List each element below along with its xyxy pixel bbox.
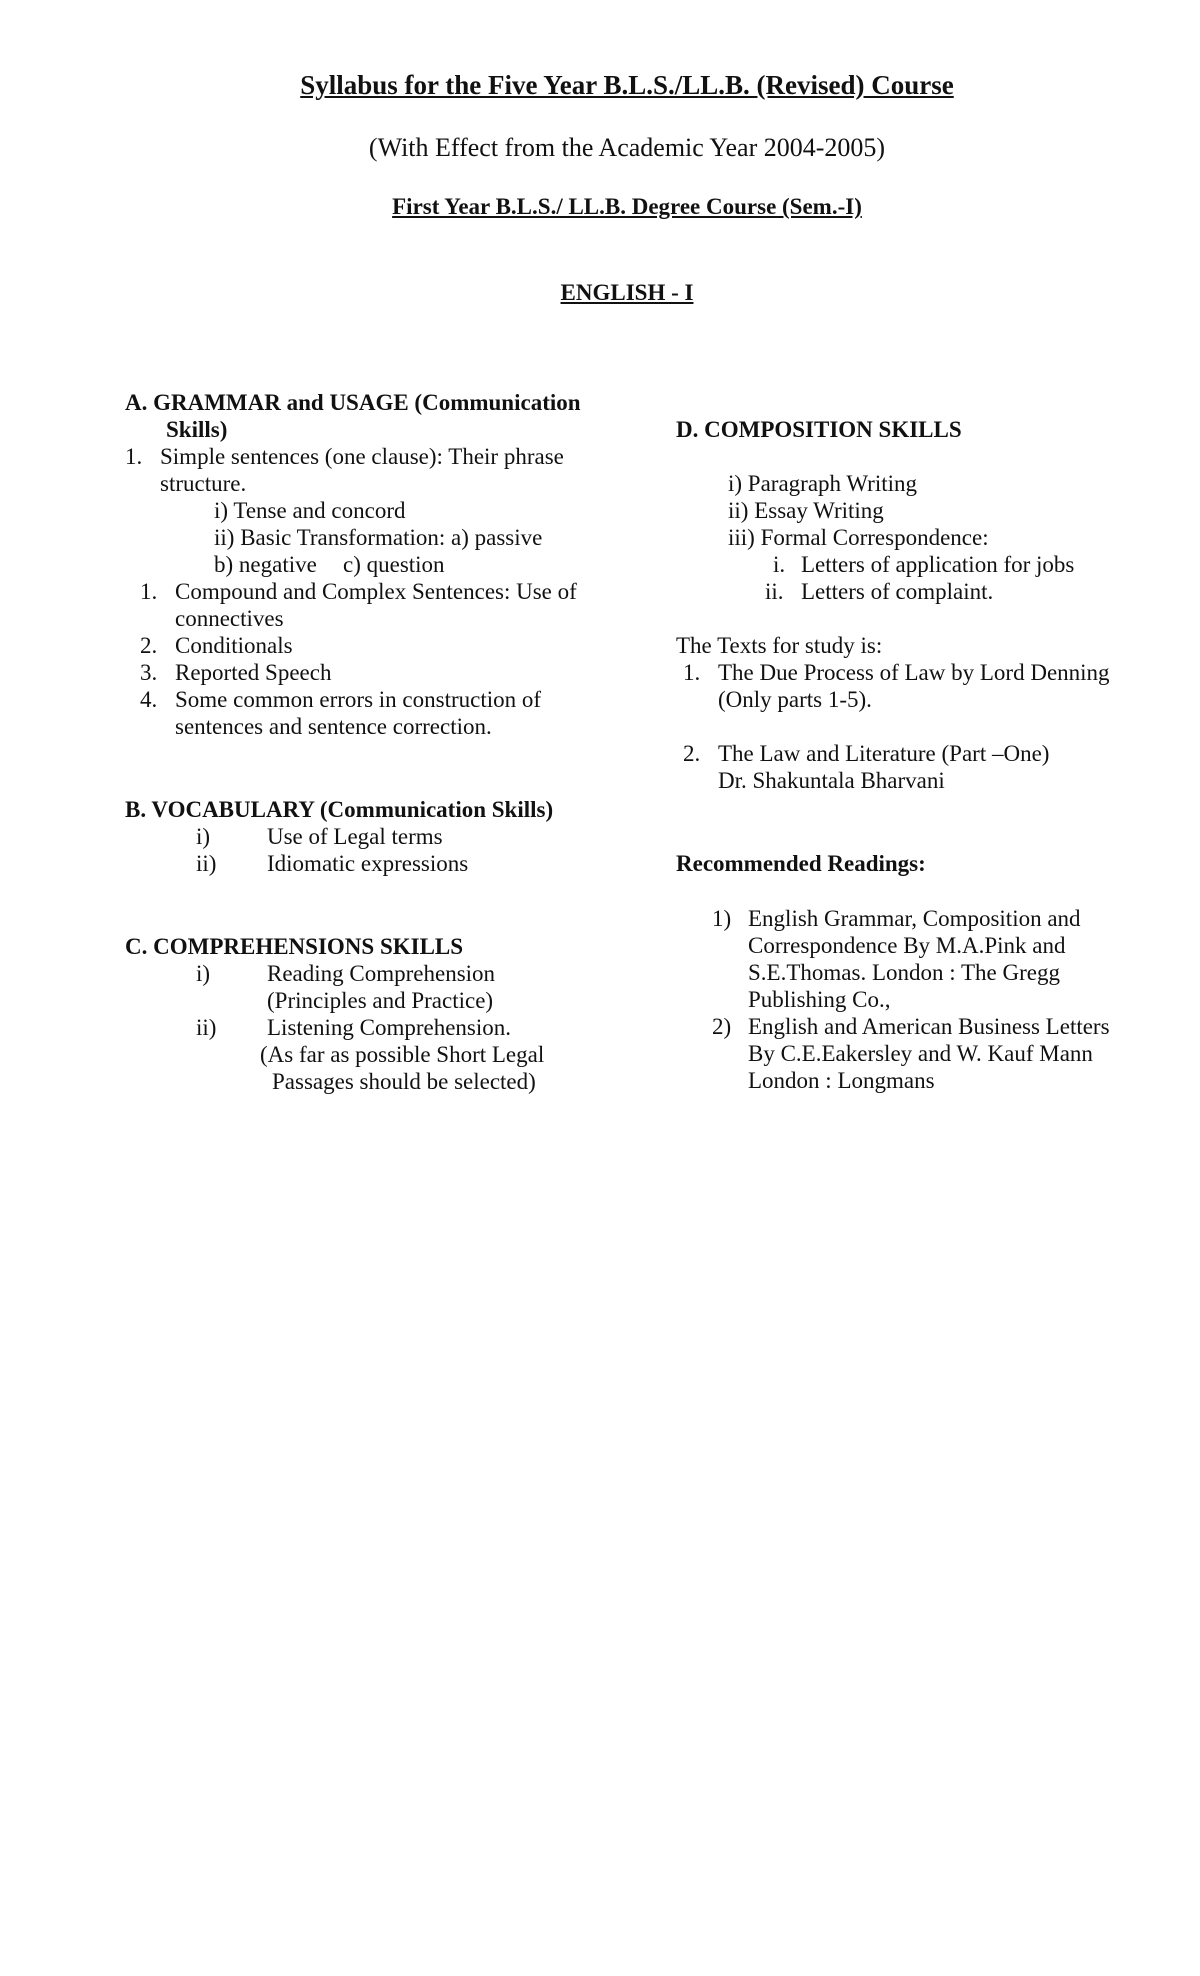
page-subtitle: (With Effect from the Academic Year 2004-2005) (368, 133, 886, 162)
list-item-text: Idiomatic expressions (267, 851, 469, 876)
list-item-text: Dr. Shakuntala Bharvani (718, 768, 945, 793)
list-item-text: English Grammar, Composition and (748, 906, 1081, 931)
section-c-heading: C. COMPREHENSIONS SKILLS (125, 934, 464, 959)
list-item-number: ii) (196, 1015, 217, 1040)
list-item-number: 2) (712, 1014, 732, 1039)
list-item-number: 4. (140, 687, 158, 712)
course-title: First Year B.L.S./ LL.B. Degree Course (Sem.-I) (392, 194, 862, 219)
list-item-number: 1. (125, 444, 143, 469)
list-item-text: By C.E.Eakersley and W. Kauf Mann (748, 1041, 1093, 1066)
list-item-number: 3. (140, 660, 158, 685)
sub-item: i) Paragraph Writing (728, 471, 917, 496)
list-item-text: Some common errors in construction of (175, 687, 542, 712)
list-item-text: English and American Business Letters (748, 1014, 1110, 1039)
list-item-text: London : Longmans (748, 1068, 935, 1093)
section-a-heading-cont: Skills) (166, 417, 228, 442)
list-item-number: i) (196, 824, 211, 849)
list-item-text: structure. (160, 471, 247, 496)
sub-item: c) question (343, 552, 445, 577)
page-title: Syllabus for the Five Year B.L.S./LL.B. (Revised) Course (300, 70, 954, 100)
list-item-text: Listening Comprehension. (267, 1015, 512, 1040)
section-a-heading: A. GRAMMAR and USAGE (Communication (125, 390, 581, 415)
section-d-heading: D. COMPOSITION SKILLS (676, 417, 962, 442)
list-item-number: 1. (683, 660, 701, 685)
list-item-number: 2. (683, 741, 701, 766)
list-item-text: (Principles and Practice) (267, 988, 494, 1013)
list-item-number: ii) (196, 851, 217, 876)
list-item-text: (As far as possible Short Legal (260, 1042, 545, 1067)
sub-item: iii) Formal Correspondence: (728, 525, 989, 550)
list-item-text: (Only parts 1-5). (718, 687, 872, 712)
recommended-heading: Recommended Readings: (676, 851, 926, 876)
list-item-text: Use of Legal terms (267, 824, 443, 849)
section-b-heading: B. VOCABULARY (Communication Skills) (125, 797, 554, 822)
sub-item: ii) Basic Transformation: a) passive (214, 525, 543, 550)
list-item-number: ii. (765, 579, 784, 604)
list-item-text: Compound and Complex Sentences: Use of (175, 579, 577, 604)
list-item-text: Conditionals (175, 633, 293, 658)
list-item-text: The Law and Literature (Part –One) (718, 741, 1050, 766)
list-item-text: Reading Comprehension (267, 961, 496, 986)
list-item-number: i) (196, 961, 211, 986)
list-item-text: sentences and sentence correction. (175, 714, 492, 739)
list-item-text: Correspondence By M.A.Pink and (748, 933, 1066, 958)
list-item-text: The Due Process of Law by Lord Denning (718, 660, 1110, 685)
list-item-text: Passages should be selected) (272, 1069, 536, 1094)
list-item-text: S.E.Thomas. London : The Gregg (748, 960, 1060, 985)
list-item-text: Publishing Co., (748, 987, 891, 1012)
list-item-text: Letters of application for jobs (801, 552, 1075, 577)
subject-title: ENGLISH - I (560, 280, 694, 305)
list-item-text: connectives (175, 606, 284, 631)
sub-item: i) Tense and concord (214, 498, 406, 523)
sub-item: b) negative (214, 552, 317, 577)
list-item-number: 2. (140, 633, 158, 658)
list-item-number: 1. (140, 579, 158, 604)
list-item-text: Simple sentences (one clause): Their phrase (160, 444, 564, 469)
list-item-number: 1) (712, 906, 732, 931)
list-item-text: Letters of complaint. (801, 579, 994, 604)
list-item-text: Reported Speech (175, 660, 332, 685)
sub-item: ii) Essay Writing (728, 498, 884, 523)
texts-intro: The Texts for study is: (676, 633, 883, 658)
list-item-number: i. (773, 552, 786, 577)
